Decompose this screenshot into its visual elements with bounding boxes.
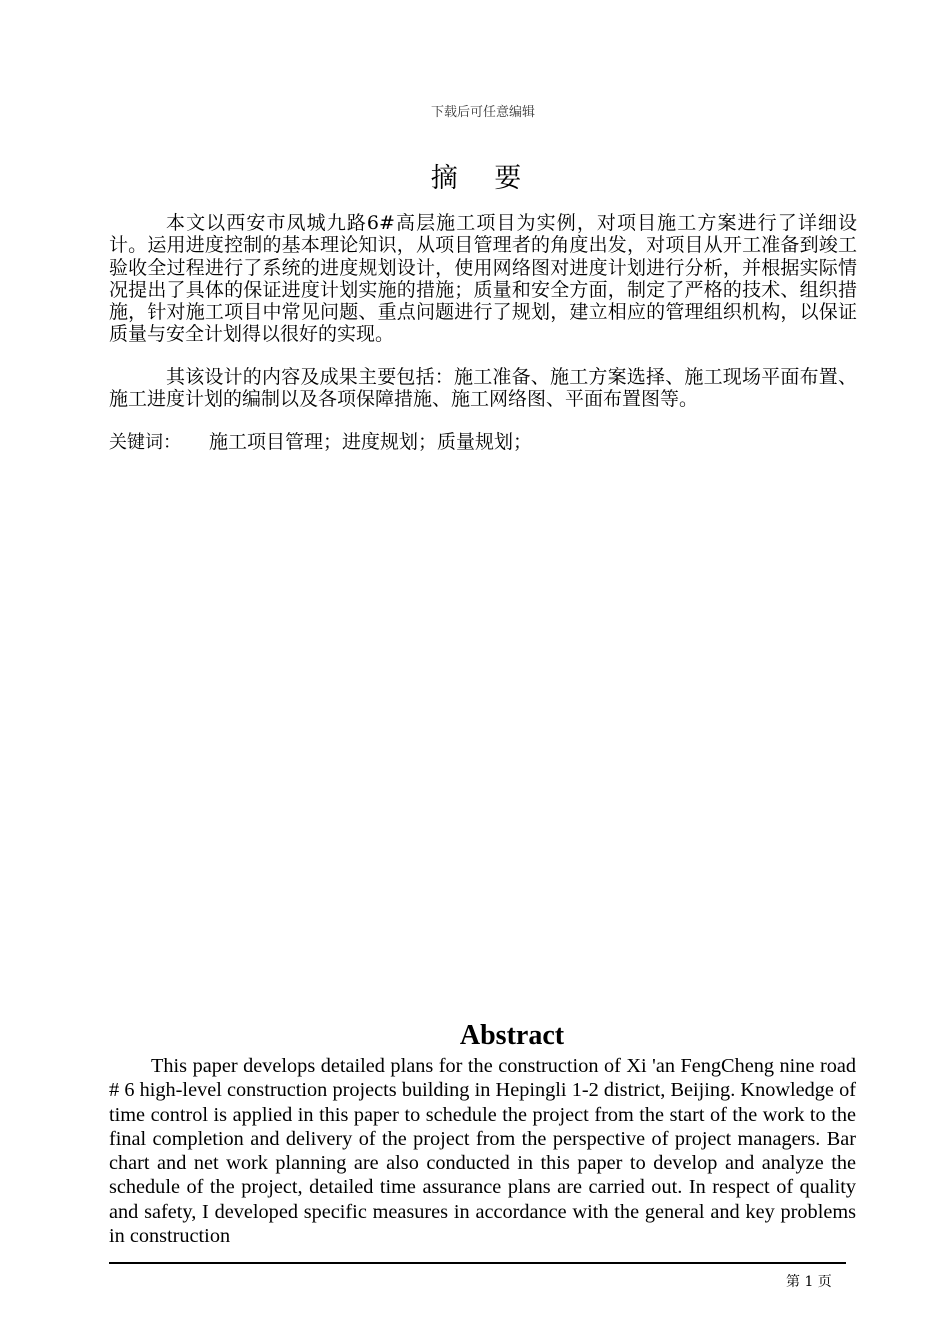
keywords-label: 关键词： xyxy=(109,432,181,453)
abstract-en-paragraph: This paper develops detailed plans for the construction of Xi 'an FengCheng nine road # 6 high-level construction projects building in Hepingli 1-2 district, Beijing. Knowledge of time control is applied in this paper to schedule the project from the start of the work to the final completion and delivery of the project from the perspective of project managers. Bar chart and net work planning are also conducted in this paper to develop and analyze the schedule of the project, detailed time assurance plans are carried out. In respect of quality and safety, I developed specific measures in accordance with the general and key problems in construction xyxy=(109,1055,856,1248)
abstract-cn-paragraph-2: 其该设计的内容及成果主要包括：施工准备、施工方案选择、施工现场平面布置、施工进度计划的编制以及各项保障措施、施工网络图、平面布置图等。 xyxy=(109,366,857,411)
abstract-en-title: Abstract xyxy=(459,1020,565,1051)
abstract-cn-paragraph-1: 本文以西安市凤城九路6#高层施工项目为实例，对项目施工方案进行了详细设计。运用进度控制的基本理论知识，从项目管理者的角度出发，对项目从开工准备到竣工验收全过程进行了系统的进度规划设计，使用网络图对进度计划进行分析，并根据实际情况提出了具体的保证进度计划实施的措施；质量和安全方面，制定了严格的技术、组织措施，针对施工项目中常见问题、重点问题进行了规划，建立相应的管理组织机构，以保证质量与安全计划得以很好的实现。 xyxy=(109,212,857,346)
keywords-text: 施工项目管理；进度规划；质量规划； xyxy=(209,431,533,453)
footer-rule xyxy=(109,1262,846,1264)
header-note: 下载后可任意编辑 xyxy=(430,105,535,120)
keywords-line xyxy=(109,431,532,454)
page-number: 第 1 页 xyxy=(786,1274,832,1290)
abstract-cn-title: 摘 要 xyxy=(430,163,536,194)
